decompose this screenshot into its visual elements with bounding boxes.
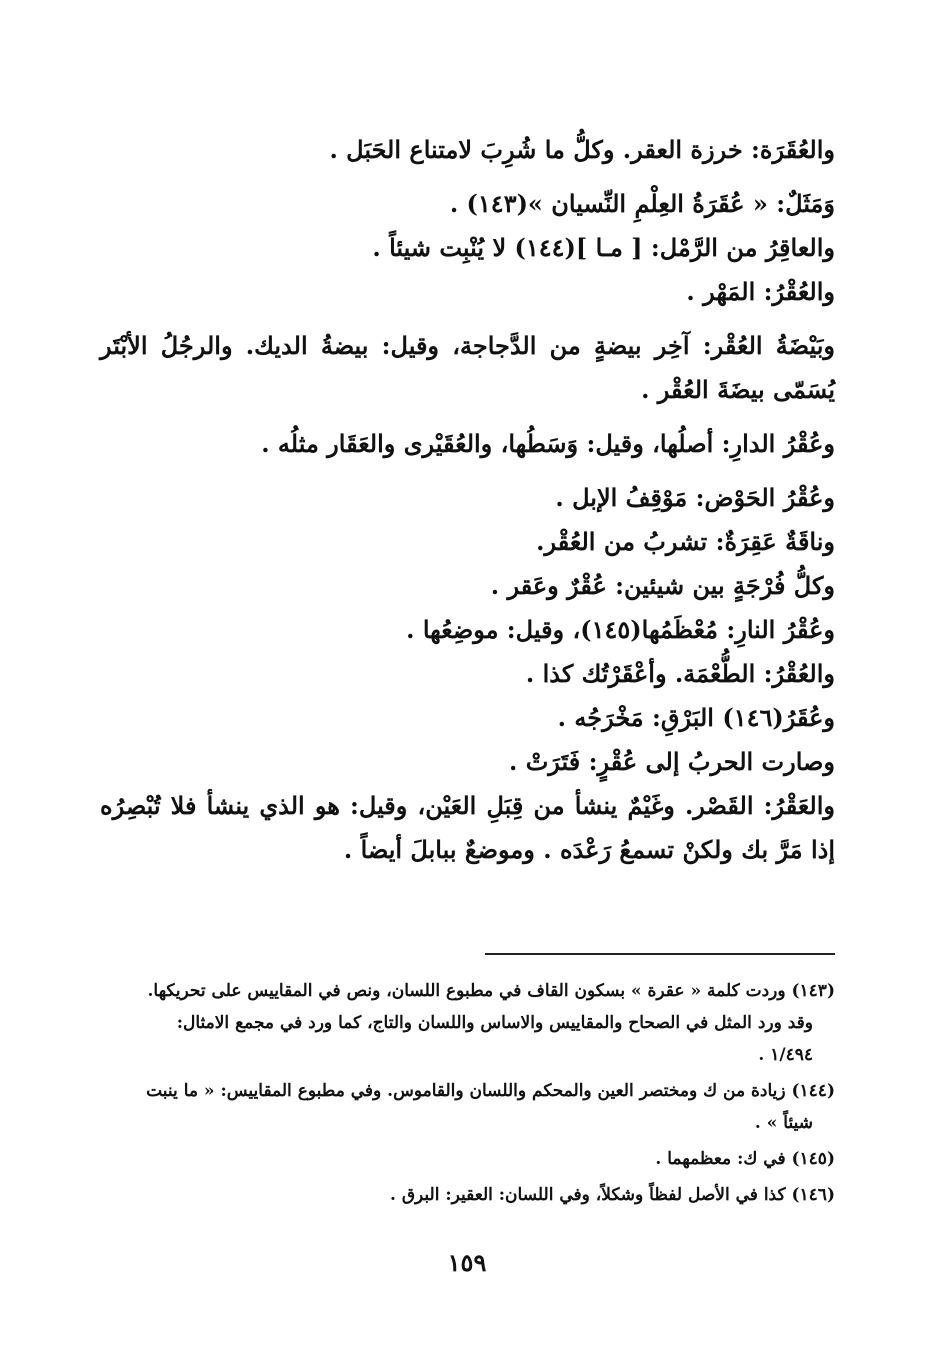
footnote-144 (100, 1075, 835, 1139)
footnote-line: (١٤٤) زيادة من ك ومختصر العين والمحكم واللسان والقاموس. وفي مطبوع المقاييس: « ما ينبت (146, 1081, 835, 1101)
entry-naqa-aqira: وناقَةٌ عَقِرَةٌ: تشربُ من العُقْر. (536, 527, 835, 556)
entry-uqr-mahr: والعُقْرُ: المَهْر . (686, 277, 835, 306)
footnote-line: ١/٤٩٤ . (758, 1045, 813, 1065)
page-number: ١٥٩ (447, 1248, 487, 1277)
footnote-145 (100, 1143, 835, 1175)
entry-aqr-qasr: والعَقْرُ: القَصْر. وغَيْمٌ ينشأ من قِبَلِ العَيْن، وقيل: هو الذي ينشأ فلا تُبْصِرُه إذا مَرَّ بك ولكنْ تسمعُ رَعْدَه . وموضعٌ ببابلَ أيضاً . (100, 791, 835, 864)
footnote-line: (١٤٦) كذا في الأصل لفظاً وشكلاً، وفي اللسان: العقير: البرق . (390, 1185, 835, 1205)
footnote-line: شيئاً » . (754, 1113, 813, 1133)
entry-baydat-uqr: وبَيْضَةُ العُقْر: آخِر بيضةٍ من الدَّجاجة، وقيل: بيضةُ الديك. والرجُلُ الأبْتَر يُسَمّى بيضَةَ العُقْر . (100, 331, 835, 404)
footnote-line: (١٤٣) وردت كلمة « عقرة » بسكون القاف في مطبوع اللسان، ونص في المقاييس على تحريكها. (147, 981, 835, 1001)
footnote-separator (485, 953, 835, 955)
main-text (100, 128, 835, 872)
entry-tuma: والعُقْرُ: الطُّعْمَة. وأعْقَرْتُك كذا . (525, 659, 835, 688)
footnote-143 (100, 975, 835, 1071)
entry-uqr-nar: وعُقْرُ النارِ: مُعْظَمُها(١٤٥)، وقيل: موضِعُها . (406, 615, 835, 644)
footnote-146 (100, 1179, 835, 1211)
entry-uqar-barq: وعُقَرُ(١٤٦) البَرْقِ: مَخْرَجُه . (557, 703, 835, 732)
entry-proverb: وَمَثَلٌ: « عُقَرَةُ العِلْمِ النِّسيان »(١٤٣) . (449, 189, 835, 218)
entry-uqara: والعُقَرَة: خرزة العقر. وكلُّ ما شُرِبَ لامتناع الحَبَل . (329, 135, 835, 164)
footnotes (100, 975, 835, 1215)
footnote-line: (١٤٥) في ك: معظمهما . (655, 1149, 835, 1169)
entry-furja: وكلُّ فُرْجَةٍ بين شيئين: عُقْرٌ وعَقر . (490, 571, 835, 600)
footnote-line: وقد ورد المثل في الصحاح والمقاييس والاساس واللسان والتاج، كما ورد في مجمع الامثال: (176, 1013, 813, 1033)
entry-harb: وصارت الحربُ إلى عُقْرٍ: فَتَرَتْ . (508, 747, 835, 776)
entry-uqr-hawd: وعُقْرُ الحَوْض: مَوْقِفُ الإبل . (555, 483, 835, 512)
entry-uqr-dar: وعُقْرُ الدارِ: أصلُها، وقيل: وَسَطُها، والعُقَيْرى والعَقَار مثلُه . (261, 429, 835, 458)
entry-aqir-raml: والعاقِرُ من الرَّمْل: [ مـا ](١٤٤) لا يُنْبِت شيئاً . (372, 233, 835, 262)
